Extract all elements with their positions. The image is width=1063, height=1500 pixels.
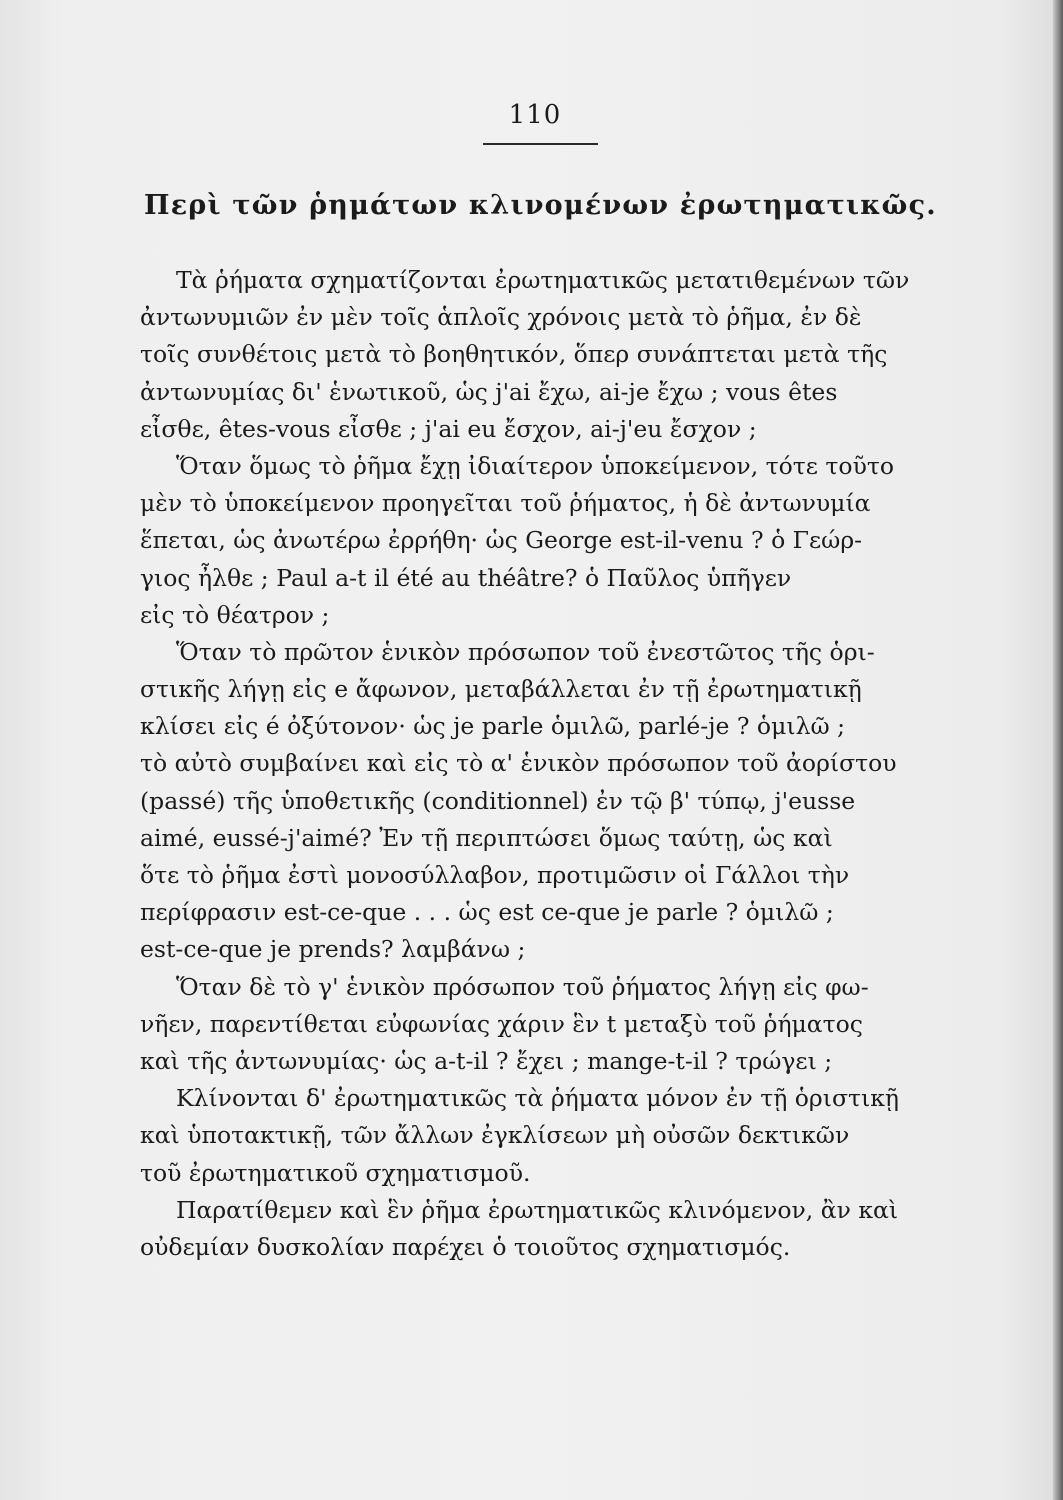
page-number-rule xyxy=(483,143,598,145)
text-line: γιος ἦλθε ; Paul a-t il été au théâtre? ὁ Παῦλος ὑπῆγεν xyxy=(140,563,792,592)
text-line: aimé, eussé-j'aimé? Ἐν τῇ περιπτώσει ὅμως ταύτῃ, ὡς καὶ xyxy=(140,823,833,852)
text-line: Ὅταν τὸ πρῶτον ἑνικὸν πρόσωπον τοῦ ἐνεστῶτος τῆς ὁρι- xyxy=(176,637,875,666)
text-line: κλίσει εἰς é ὀξύτονον· ὡς je parle ὁμιλῶ, parlé-je ? ὁμιλῶ ; xyxy=(140,712,846,741)
section-heading: Περὶ τῶν ῥημάτων κλινομένων ἐρωτηματικῶς. xyxy=(144,190,937,221)
text-line: (passé) τῆς ὑποθετικῆς (conditionnel) ἐν τῷ β' τύπῳ, j'eusse xyxy=(140,786,856,815)
text-line: καὶ ὑποτακτικῇ, τῶν ἄλλων ἐγκλίσεων μὴ οὐσῶν δεκτικῶν xyxy=(140,1121,850,1150)
text-line: οὐδεμίαν δυσκολίαν παρέχει ὁ τοιοῦτος σχηματισμός. xyxy=(140,1232,791,1261)
text-line: στικῆς λήγῃ εἰς e ἄφωνον, μεταβάλλεται ἐν τῇ ἐρωτηματικῇ xyxy=(140,675,862,704)
text-line: εἶσθε, êtes-vous εἶσθε ; j'ai eu ἔσχον, ai-j'eu ἔσχον ; xyxy=(140,414,757,443)
text-line: καὶ τῆς ἀντωνυμίας· ὡς a-t-il ? ἔχει ; mange-t-il ? τρώγει ; xyxy=(140,1046,833,1075)
text-line: Ὅταν ὅμως τὸ ῥῆμα ἔχῃ ἰδιαίτερον ὑποκείμενον, τότε τοῦτο xyxy=(176,451,895,480)
text-line: Τὰ ῥήματα σχηματίζονται ἐρωτηματικῶς μετατιθεμένων τῶν xyxy=(176,266,910,294)
text-line: ἀντωνυμίας δι' ἑνωτικοῦ, ὡς j'ai ἔχω, ai-je ἔχω ; vous êtes xyxy=(140,377,838,406)
text-line: τοῦ ἐρωτηματικοῦ σχηματισμοῦ. xyxy=(140,1158,531,1187)
text-line: μὲν τὸ ὑποκείμενον προηγεῖται τοῦ ῥήματος, ἡ δὲ ἀντωνυμία xyxy=(140,489,871,518)
text-line: τὸ αὐτὸ συμβαίνει καὶ εἰς τὸ α' ἑνικὸν πρόσωπον τοῦ ἀορίστου xyxy=(140,749,897,778)
text-line: est-ce-que je prends? λαμβάνω ; xyxy=(140,935,526,964)
text-line: Παρατίθεμεν καὶ ἓν ῥῆμα ἐρωτηματικῶς κλινόμενον, ἂν καὶ xyxy=(176,1195,899,1224)
page-edge-shadow xyxy=(1053,0,1063,1500)
text-line: Ὅταν δὲ τὸ γ' ἑνικὸν πρόσωπον τοῦ ῥήματος λήγῃ εἰς φω- xyxy=(176,972,869,1001)
page-number: 110 xyxy=(508,100,562,130)
text-line: ἕπεται, ὡς ἀνωτέρω ἐρρήθη· ὡς George est-il-venu ? ὁ Γεώρ- xyxy=(140,526,863,555)
text-line: ὅτε τὸ ῥῆμα ἐστὶ μονοσύλλαβον, προτιμῶσιν οἱ Γάλλοι τὴν xyxy=(140,861,850,889)
text-line: νῆεν, παρεντίθεται εὐφωνίας χάριν ἓν t μεταξὺ τοῦ ῥήματος xyxy=(140,1009,863,1038)
text-line: τοῖς συνθέτοις μετὰ τὸ βοηθητικόν, ὅπερ συνάπτεται μετὰ τῆς xyxy=(140,340,888,369)
body-text xyxy=(140,262,976,1266)
text-line: εἰς τὸ θέατρον ; xyxy=(140,600,330,629)
text-line: Κλίνονται δ' ἐρωτηματικῶς τὰ ῥήματα μόνον ἐν τῇ ὁριστικῇ xyxy=(176,1084,899,1113)
text-line: ἀντωνυμιῶν ἐν μὲν τοῖς ἁπλοῖς χρόνοις μετὰ τὸ ῥῆμα, ἐν δὲ xyxy=(140,303,862,332)
text-line: περίφρασιν est-ce-que . . . ὡς est ce-que je parle ? ὁμιλῶ ; xyxy=(140,898,834,927)
